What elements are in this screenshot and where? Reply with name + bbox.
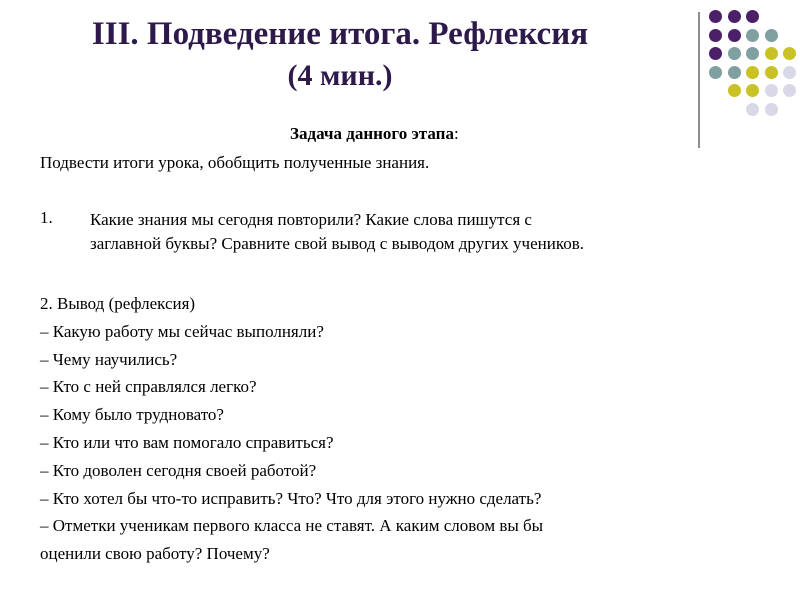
numbered-item	[40, 208, 770, 256]
item-text	[90, 208, 770, 256]
decorative-dot	[746, 66, 759, 79]
decorative-dot	[728, 47, 741, 60]
decorative-dot	[709, 47, 722, 60]
decorative-dot	[728, 84, 741, 97]
reflection-question: – Кто или что вам помогало справиться?	[40, 432, 334, 452]
decorative-dot	[709, 10, 722, 23]
decorative-dot-grid	[709, 10, 789, 130]
task-label	[290, 124, 459, 144]
decorative-dot	[746, 103, 759, 116]
decorative-dot	[783, 47, 796, 60]
decorative-dot	[765, 84, 778, 97]
decorative-dot	[746, 47, 759, 60]
task-description: Подвести итоги урока, обобщить полученные знания.	[40, 153, 430, 172]
decorative-dot	[783, 66, 796, 79]
decorative-dot	[746, 84, 759, 97]
decorative-dot	[709, 29, 722, 42]
reflection-question: оценили свою работу? Почему?	[40, 544, 270, 564]
decorative-dot	[728, 66, 741, 79]
reflection-question: – Отметки ученикам первого класса не ставят. А каким словом вы бы	[40, 516, 544, 536]
reflection-question: – Кому было трудновато?	[40, 405, 224, 425]
task-label-text: Задача данного этапа	[290, 124, 454, 143]
decorative-divider	[698, 12, 700, 148]
slide-title	[40, 14, 640, 98]
decorative-dot	[746, 29, 759, 42]
reflection-question: – Кто хотел бы что-то исправить? Что? Что для этого нужно сделать?	[40, 488, 542, 508]
item-text-line: заглавной буквы? Сравните свой вывод с выводом других учеников.	[90, 234, 584, 253]
decorative-dot	[765, 29, 778, 42]
item-text-line: Какие знания мы сегодня повторили? Какие слова пишутся с	[90, 210, 532, 229]
reflection-question: – Какую работу мы сейчас выполняли?	[40, 321, 324, 341]
reflection-question: – Кто с ней справлялся легко?	[40, 377, 257, 397]
reflection-question: – Кто доволен сегодня своей работой?	[40, 460, 317, 480]
decorative-dot	[728, 10, 741, 23]
reflection-questions	[40, 290, 770, 568]
item-number: 1.	[40, 208, 53, 227]
decorative-dot	[728, 29, 741, 42]
slide-title-main: III. Подведение итога. Рефлексия	[91, 16, 589, 52]
decorative-dot	[765, 66, 778, 79]
task-label-colon: :	[453, 124, 459, 143]
decorative-dot	[709, 66, 722, 79]
decorative-dot	[746, 10, 759, 23]
decorative-dot	[765, 47, 778, 60]
reflection-heading: 2. Вывод (рефлексия)	[40, 294, 196, 313]
slide-title-duration: (4 мин.)	[287, 59, 393, 92]
decorative-dot	[765, 103, 778, 116]
decorative-dot	[783, 84, 796, 97]
reflection-question: – Чему научились?	[40, 349, 178, 369]
